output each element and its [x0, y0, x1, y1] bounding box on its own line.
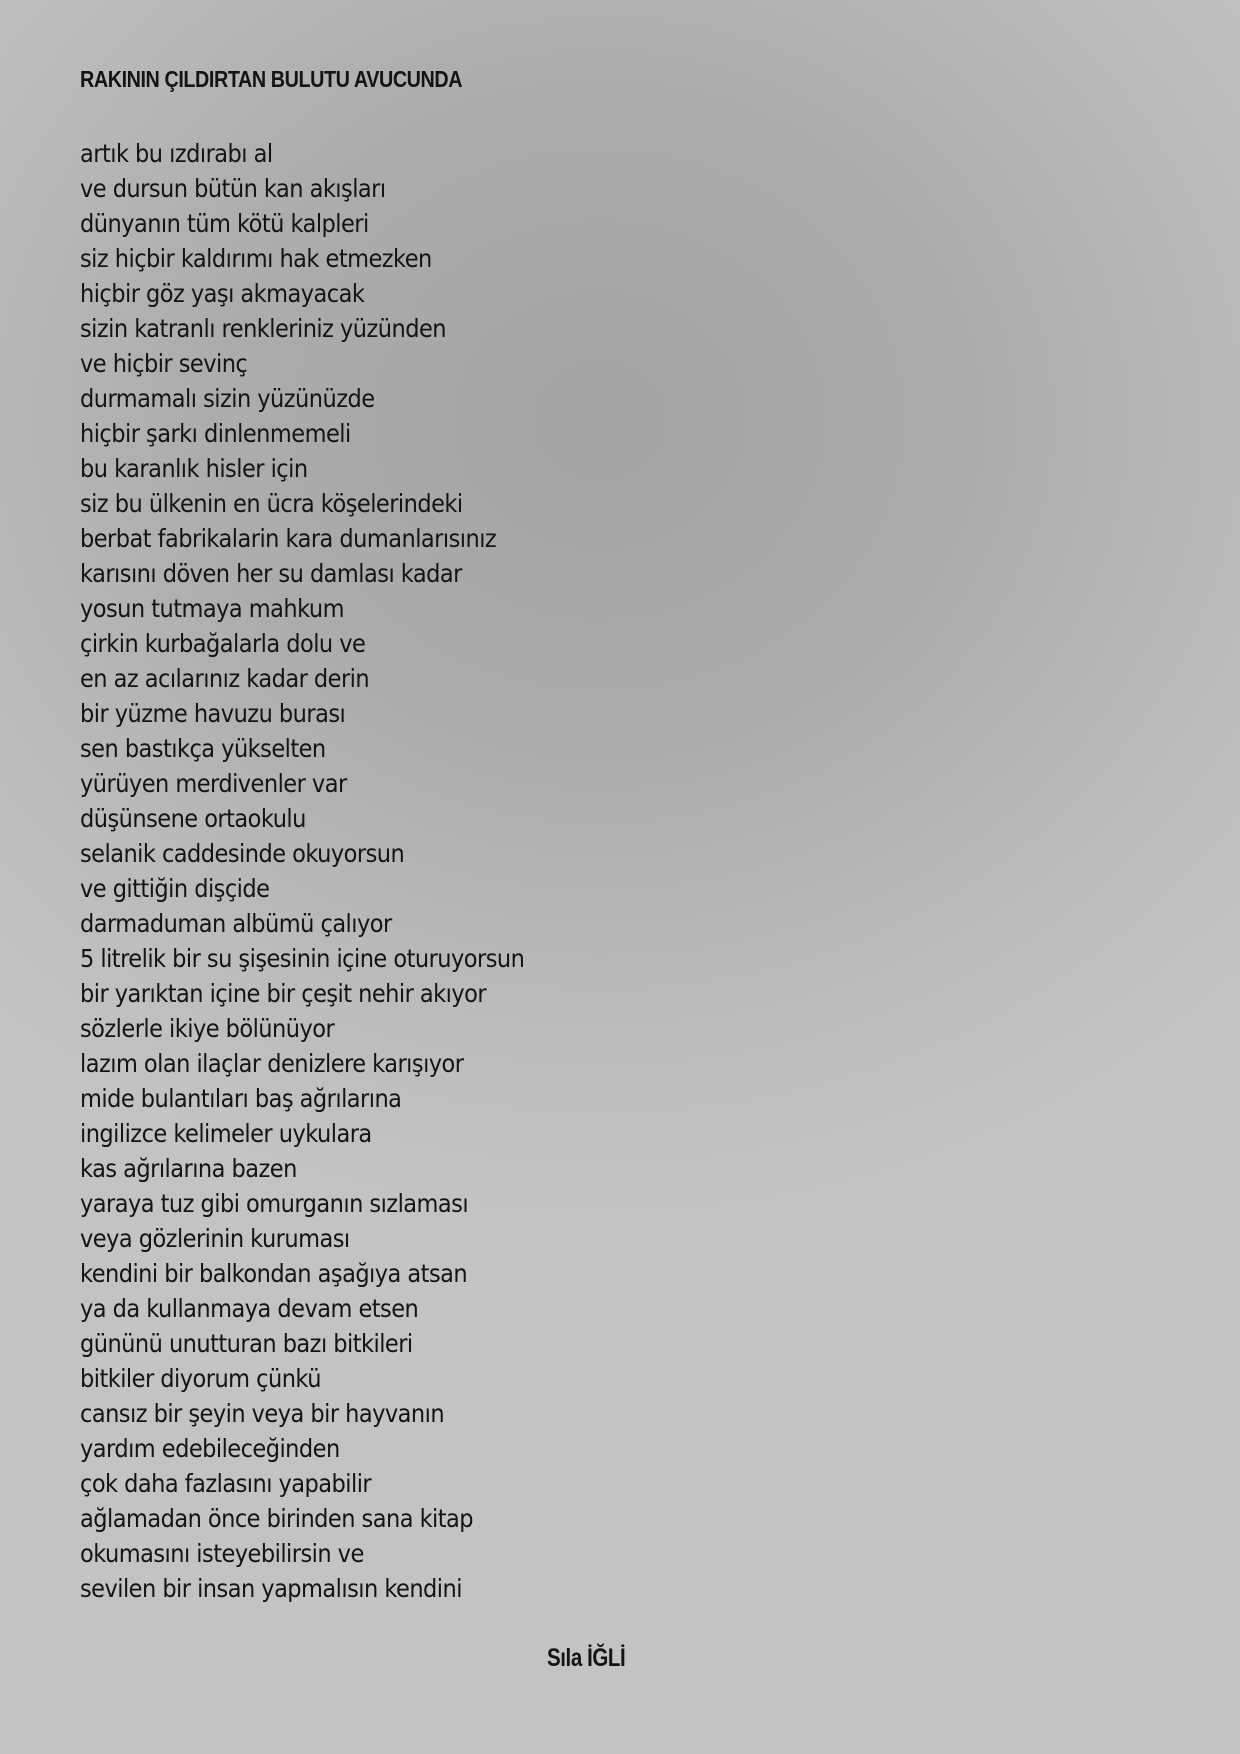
poem-line: selanik caddesinde okuyorsun [80, 839, 405, 868]
poem-line: kendini bir balkondan aşağıya atsan [80, 1259, 468, 1288]
poem-line: artık bu ızdırabı al [80, 139, 273, 168]
poem-line: ya da kullanmaya devam etsen [80, 1294, 419, 1323]
poem-line: bir yüzme havuzu burası [80, 699, 346, 728]
poem-line: berbat fabrikalarin kara dumanlarısınız [80, 524, 497, 553]
poem-line: durmamalı sizin yüzünüzde [80, 384, 375, 413]
poem-line: bu karanlık hisler için [80, 454, 308, 483]
poem-line: gününü unutturan bazı bitkileri [80, 1329, 413, 1358]
poem-line: 5 litrelik bir su şişesinin içine oturuyorsun [80, 944, 525, 973]
poem-line: cansız bir şeyin veya bir hayvanın [80, 1399, 445, 1428]
poem-line: yürüyen merdivenler var [80, 769, 347, 798]
poem-line: bir yarıktan içine bir çeşit nehir akıyor [80, 979, 487, 1008]
poem-line: yosun tutmaya mahkum [80, 594, 345, 623]
poem-title: RAKININ ÇILDIRTAN BULUTU AVUCUNDA [80, 66, 463, 92]
poem-line: darmaduman albümü çalıyor [80, 909, 392, 938]
poem-line: veya gözlerinin kuruması [80, 1224, 350, 1253]
poem-line: kas ağrılarına bazen [80, 1154, 297, 1183]
poem-line: siz bu ülkenin en ücra köşelerindeki [80, 489, 463, 518]
poem-body [80, 136, 574, 1606]
poem-line: yaraya tuz gibi omurganın sızlaması [80, 1189, 469, 1218]
poem-line: ve gittiğin dişçide [80, 874, 270, 903]
poem-line: sen bastıkça yükselten [80, 734, 326, 763]
poem-line: ve hiçbir sevinç [80, 349, 248, 378]
poem-line: ve dursun bütün kan akışları [80, 174, 386, 203]
poem-line: sizin katranlı renkleriniz yüzünden [80, 314, 447, 343]
poem-line: karısını döven her su damlası kadar [80, 559, 462, 588]
poem-line: okumasını isteyebilirsin ve [80, 1539, 364, 1568]
poem-line: hiçbir şarkı dinlenmemeli [80, 419, 351, 448]
poem-line: dünyanın tüm kötü kalpleri [80, 209, 369, 238]
poem-line: mide bulantıları baş ağrılarına [80, 1084, 402, 1113]
poem-line: düşünsene ortaokulu [80, 804, 306, 833]
poem-line: siz hiçbir kaldırımı hak etmezken [80, 244, 432, 273]
poem-line: sözlerle ikiye bölünüyor [80, 1014, 335, 1043]
poem-line: en az acılarınız kadar derin [80, 664, 370, 693]
poem-line: yardım edebileceğinden [80, 1434, 340, 1463]
poem-author: Sıla İĞLİ [547, 1644, 626, 1672]
poem-line: hiçbir göz yaşı akmayacak [80, 279, 365, 308]
poem-line: çirkin kurbağalarla dolu ve [80, 629, 366, 658]
poem-line: ingilizce kelimeler uykulara [80, 1119, 372, 1148]
poem-line: bitkiler diyorum çünkü [80, 1364, 321, 1393]
poem-line: lazım olan ilaçlar denizlere karışıyor [80, 1049, 464, 1078]
poem-line: sevilen bir insan yapmalısın kendini [80, 1574, 462, 1603]
poem-line: çok daha fazlasını yapabilir [80, 1469, 372, 1498]
poem-line: ağlamadan önce birinden sana kitap [80, 1504, 474, 1533]
